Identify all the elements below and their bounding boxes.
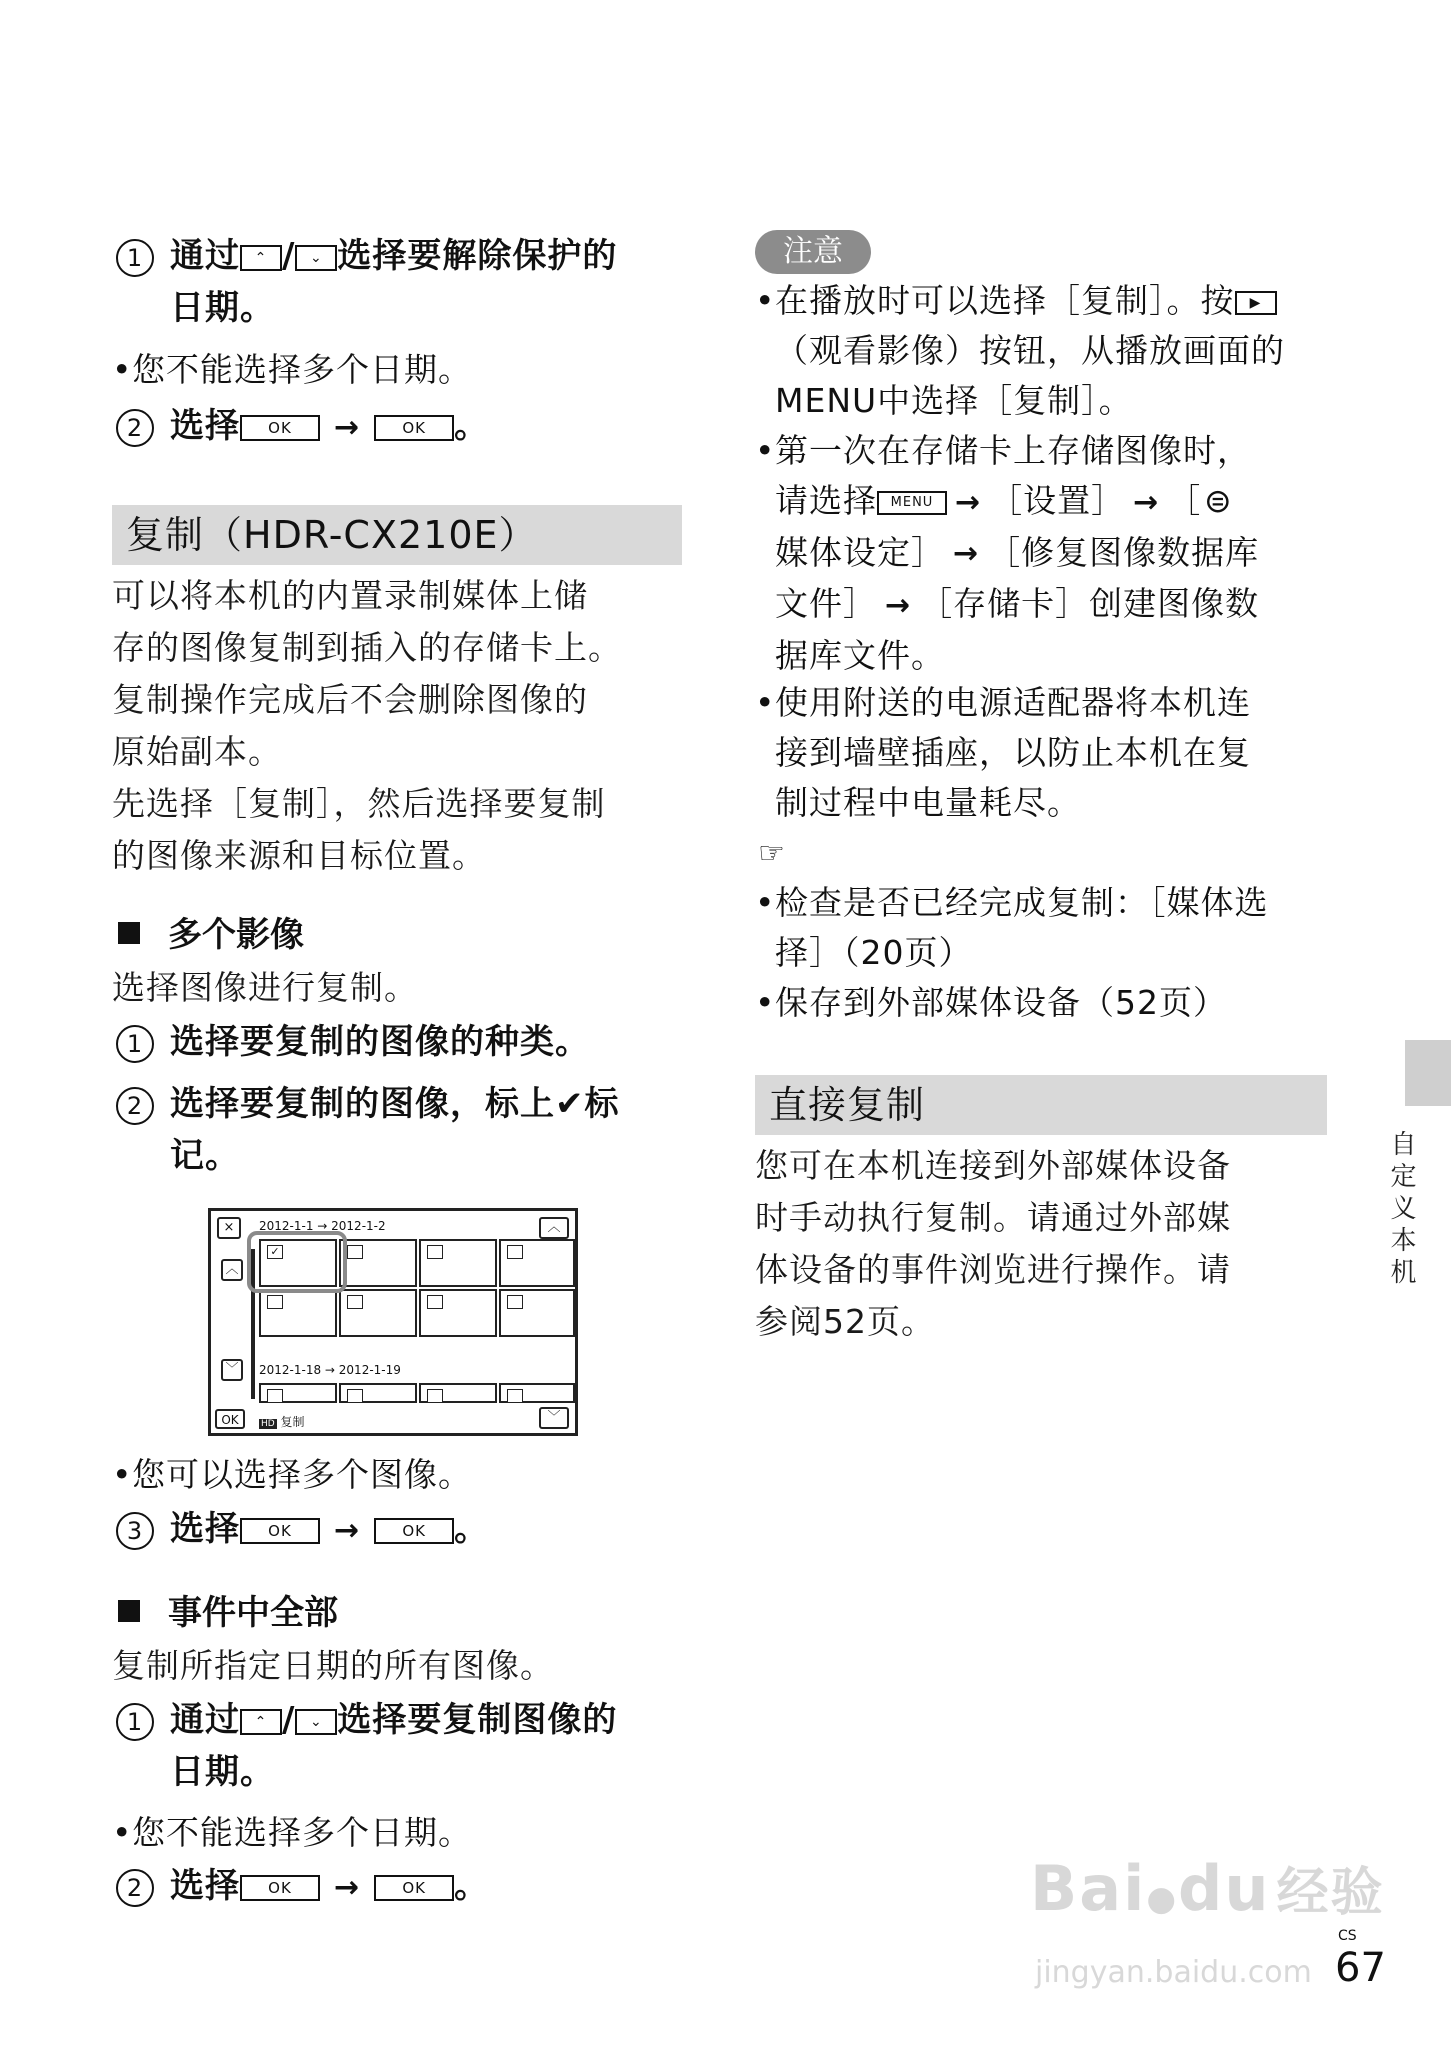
checkbox-icon bbox=[427, 1389, 443, 1403]
note-text: 使用附送的电源适配器将本机连 bbox=[775, 683, 1251, 722]
note-text: ［ bbox=[1167, 481, 1202, 520]
step-select-ok bbox=[112, 400, 489, 454]
ok-icon: OK bbox=[215, 1409, 245, 1429]
step-text-continued: 日期。 bbox=[170, 288, 275, 328]
menu-button-icon: MENU bbox=[877, 491, 947, 515]
step-select-type bbox=[112, 1016, 590, 1068]
checkbox-icon bbox=[267, 1295, 283, 1309]
note-item: • 第一次在存储卡上存储图像时， 请选择 MENU → ［设置］ → ［⊜ 媒体设定］ → ［修复图像数据库 文件］ → ［存储卡］创建图像数 据库文件。 bbox=[755, 431, 1260, 675]
ok-button-icon: OK bbox=[240, 415, 320, 441]
step-select-images bbox=[112, 1078, 672, 1182]
checkbox-icon bbox=[507, 1295, 523, 1309]
hint-text: 保存到外部媒体设备（52页） bbox=[775, 983, 1227, 1022]
thumbnail bbox=[259, 1383, 337, 1403]
bullet-text: 您不能选择多个日期。 bbox=[132, 350, 472, 389]
checkbox-icon bbox=[507, 1389, 523, 1403]
ok-button-icon: OK bbox=[240, 1875, 320, 1901]
step-text: 标 bbox=[584, 1084, 620, 1124]
note-text: 据库文件。 bbox=[775, 635, 945, 675]
para-line: 原始副本。 bbox=[112, 732, 282, 771]
footer-label bbox=[259, 1413, 305, 1430]
note-text: ［存储卡］创建图像数 bbox=[919, 584, 1260, 623]
play-button-icon: ▶ bbox=[1235, 291, 1277, 315]
ok-button-icon: OK bbox=[374, 1875, 454, 1901]
watermark-brand: Bai bbox=[1030, 1852, 1147, 1925]
step-text: 选择要解除保护的 bbox=[337, 236, 618, 276]
hint-text: 检查是否已经完成复制：［媒体选 bbox=[775, 883, 1269, 922]
arrow-right-icon: → bbox=[955, 484, 982, 520]
step-text: 通过 bbox=[170, 236, 240, 276]
step-number-1: 1 bbox=[116, 1025, 154, 1063]
section-title-direct-copy: 直接复制 bbox=[755, 1075, 1327, 1135]
step-text-continued: 记。 bbox=[170, 1136, 240, 1176]
checkbox-icon bbox=[347, 1245, 363, 1259]
bullet-text: 您可以选择多个图像。 bbox=[132, 1455, 472, 1494]
note-text: 文件］ bbox=[775, 584, 877, 623]
punct: 。 bbox=[454, 406, 490, 446]
thumbnail bbox=[419, 1383, 497, 1403]
subheading-text: 多个影像 bbox=[168, 915, 304, 955]
page-down-icon: ﹀ bbox=[539, 1407, 569, 1429]
thumbnail bbox=[499, 1239, 575, 1287]
step-text: 选择要复制的图像的种类。 bbox=[170, 1022, 590, 1062]
square-bullet-icon bbox=[118, 1600, 140, 1622]
checkbox-icon bbox=[267, 1389, 283, 1403]
para-line: 可以将本机的内置录制媒体上储 bbox=[112, 576, 588, 615]
down-button-icon: ⌄ bbox=[295, 245, 337, 271]
subheading-all-in-event bbox=[118, 1588, 338, 1638]
up-button-icon: ⌃ bbox=[240, 1709, 282, 1735]
chapter-tab bbox=[1405, 1040, 1451, 1106]
note-item: • 使用附送的电源适配器将本机连 接到墙壁插座，以防止本机在复 制过程中电量耗尽。 bbox=[755, 683, 1251, 822]
note-text: 接到墙壁插座，以防止本机在复 bbox=[775, 733, 1251, 772]
arrow-right-icon: → bbox=[334, 1512, 361, 1548]
square-bullet-icon bbox=[118, 922, 140, 944]
section-direct-copy-description bbox=[755, 1140, 1325, 1348]
checkmark-icon: ✔ bbox=[555, 1084, 585, 1124]
page-number: 67 bbox=[1335, 1945, 1386, 1991]
date-range-top: 2012-1-1 → 2012-1-2 bbox=[259, 1219, 386, 1233]
step-text: 选择要复制图像的 bbox=[337, 1700, 618, 1740]
para-line: 存的图像复制到插入的存储卡上。 bbox=[112, 628, 622, 667]
note-text: 在播放时可以选择［复制］。按 bbox=[775, 281, 1235, 320]
scroll-down-icon: ﹀ bbox=[221, 1359, 243, 1381]
chapter-label: 自定义本机 bbox=[1386, 1130, 1416, 1290]
para-line: 参阅52页。 bbox=[755, 1302, 935, 1341]
para-line: 复制操作完成后不会删除图像的 bbox=[112, 680, 588, 719]
hint-text: 择］（20页） bbox=[775, 933, 973, 972]
section-title-copy: 复制（HDR-CX210E） bbox=[112, 505, 682, 565]
punct: 。 bbox=[454, 1866, 490, 1906]
thumbnail bbox=[499, 1383, 575, 1403]
step-text: 选择要复制的图像，标上 bbox=[170, 1084, 555, 1124]
scroll-up-icon: ︿ bbox=[221, 1259, 243, 1281]
paw-icon: ● bbox=[1146, 1879, 1179, 1919]
step-number-2: 2 bbox=[116, 1087, 154, 1125]
para-line: 先选择［复制］，然后选择要复制 bbox=[112, 784, 606, 823]
hint-item: • 保存到外部媒体设备（52页） bbox=[755, 978, 1315, 1028]
note-item: • 在播放时可以选择［复制］。按 ▶ （观看影像）按钮，从播放画面的 MENU中选择［复制］。 bbox=[755, 281, 1285, 420]
thumbnail bbox=[499, 1289, 575, 1337]
note-text: 第一次在存储卡上存储图像时， bbox=[775, 431, 1251, 470]
thumbnail bbox=[339, 1239, 417, 1287]
step-number-3: 3 bbox=[116, 1512, 154, 1550]
arrow-right-icon: → bbox=[885, 587, 912, 623]
watermark-url: jingyan.baidu.com bbox=[1035, 1955, 1312, 1990]
para-line: 时手动执行复制。请通过外部媒 bbox=[755, 1198, 1231, 1237]
para-line: 您可在本机连接到外部媒体设备 bbox=[755, 1146, 1231, 1185]
camera-screen-illustration bbox=[208, 1208, 578, 1436]
note-text: ［修复图像数据库 bbox=[987, 532, 1260, 572]
checkbox-icon bbox=[347, 1295, 363, 1309]
media-settings-icon: ⊜ bbox=[1203, 481, 1233, 520]
hint-item: • 检查是否已经完成复制：［媒体选 择］（20页） bbox=[755, 883, 1269, 972]
subheading-intro: 选择图像进行复制。 bbox=[112, 968, 418, 1007]
note-text: 制过程中电量耗尽。 bbox=[775, 783, 1081, 822]
note-text: ［设置］ bbox=[989, 481, 1126, 520]
thumbnail bbox=[339, 1289, 417, 1337]
step-number-2: 2 bbox=[116, 409, 154, 447]
para-line: 体设备的事件浏览进行操作。请 bbox=[755, 1250, 1231, 1289]
step-number-1: 1 bbox=[116, 239, 154, 277]
watermark-brand2: du bbox=[1178, 1852, 1271, 1925]
step-text: 通过 bbox=[170, 1700, 240, 1740]
note-text: （观看影像）按钮，从播放画面的 bbox=[775, 331, 1285, 370]
step-select-date-copy bbox=[112, 1694, 617, 1798]
page-language: CS bbox=[1338, 1928, 1357, 1944]
step-number-2: 2 bbox=[116, 1869, 154, 1907]
ok-button-icon: OK bbox=[240, 1518, 320, 1544]
checkbox-checked-icon: ✓ bbox=[267, 1245, 283, 1259]
note-text: 请选择 bbox=[775, 481, 877, 520]
up-button-icon: ⌃ bbox=[240, 245, 282, 271]
punct: 。 bbox=[454, 1509, 490, 1549]
arrow-right-icon: → bbox=[334, 1869, 361, 1905]
slash: / bbox=[282, 236, 296, 276]
selection-highlight bbox=[247, 1231, 347, 1293]
subheading-multiple-images bbox=[118, 910, 304, 960]
step-select-date-unprotect bbox=[112, 230, 617, 334]
thumbnail bbox=[339, 1383, 417, 1403]
hint-icon: ☞ bbox=[758, 836, 785, 871]
step-text: 选择 bbox=[170, 1509, 240, 1549]
subheading-intro: 复制所指定日期的所有图像。 bbox=[112, 1646, 554, 1685]
hd-icon: HD bbox=[261, 1419, 275, 1429]
bullet-note: • 您可以选择多个图像。 bbox=[112, 1450, 672, 1500]
ok-button-icon: OK bbox=[374, 1518, 454, 1544]
checkbox-icon bbox=[507, 1245, 523, 1259]
slash: / bbox=[282, 1700, 296, 1740]
thumbnail bbox=[419, 1289, 497, 1337]
thumbnail bbox=[259, 1289, 337, 1337]
bullet-text: 您不能选择多个日期。 bbox=[132, 1813, 472, 1852]
note-label: 注意 bbox=[755, 230, 871, 274]
para-line: 的图像来源和目标位置。 bbox=[112, 836, 486, 875]
watermark-logo bbox=[1030, 1850, 1385, 1925]
bullet-note: • 您不能选择多个日期。 bbox=[112, 1808, 672, 1858]
checkbox-icon bbox=[427, 1245, 443, 1259]
close-icon: × bbox=[217, 1217, 241, 1239]
date-range-bottom: 2012-1-18 → 2012-1-19 bbox=[259, 1363, 401, 1377]
copy-label: 复制 bbox=[280, 1415, 305, 1429]
ok-button-icon: OK bbox=[374, 415, 454, 441]
note-text: MENU中选择［复制］。 bbox=[775, 381, 1133, 420]
step-select-ok bbox=[112, 1860, 489, 1914]
note-text: 媒体设定］ bbox=[775, 532, 945, 572]
down-button-icon: ⌄ bbox=[295, 1709, 337, 1735]
step-text: 选择 bbox=[170, 406, 240, 446]
step-text-continued: 日期。 bbox=[170, 1752, 275, 1792]
arrow-right-icon: → bbox=[953, 536, 980, 571]
watermark-cn: 经验 bbox=[1276, 1863, 1385, 1923]
page-up-icon: ︿ bbox=[539, 1217, 569, 1239]
arrow-right-icon: → bbox=[334, 409, 361, 445]
step-select-ok bbox=[112, 1503, 489, 1557]
step-text: 选择 bbox=[170, 1866, 240, 1906]
checkbox-icon bbox=[427, 1295, 443, 1309]
arrow-right-icon: → bbox=[1133, 484, 1160, 520]
step-number-1: 1 bbox=[116, 1703, 154, 1741]
section-copy-description bbox=[112, 570, 682, 882]
checkbox-icon bbox=[347, 1389, 363, 1403]
subheading-text: 事件中全部 bbox=[168, 1593, 338, 1633]
thumbnail bbox=[419, 1239, 497, 1287]
bullet-note: • 您不能选择多个日期。 bbox=[112, 345, 672, 395]
